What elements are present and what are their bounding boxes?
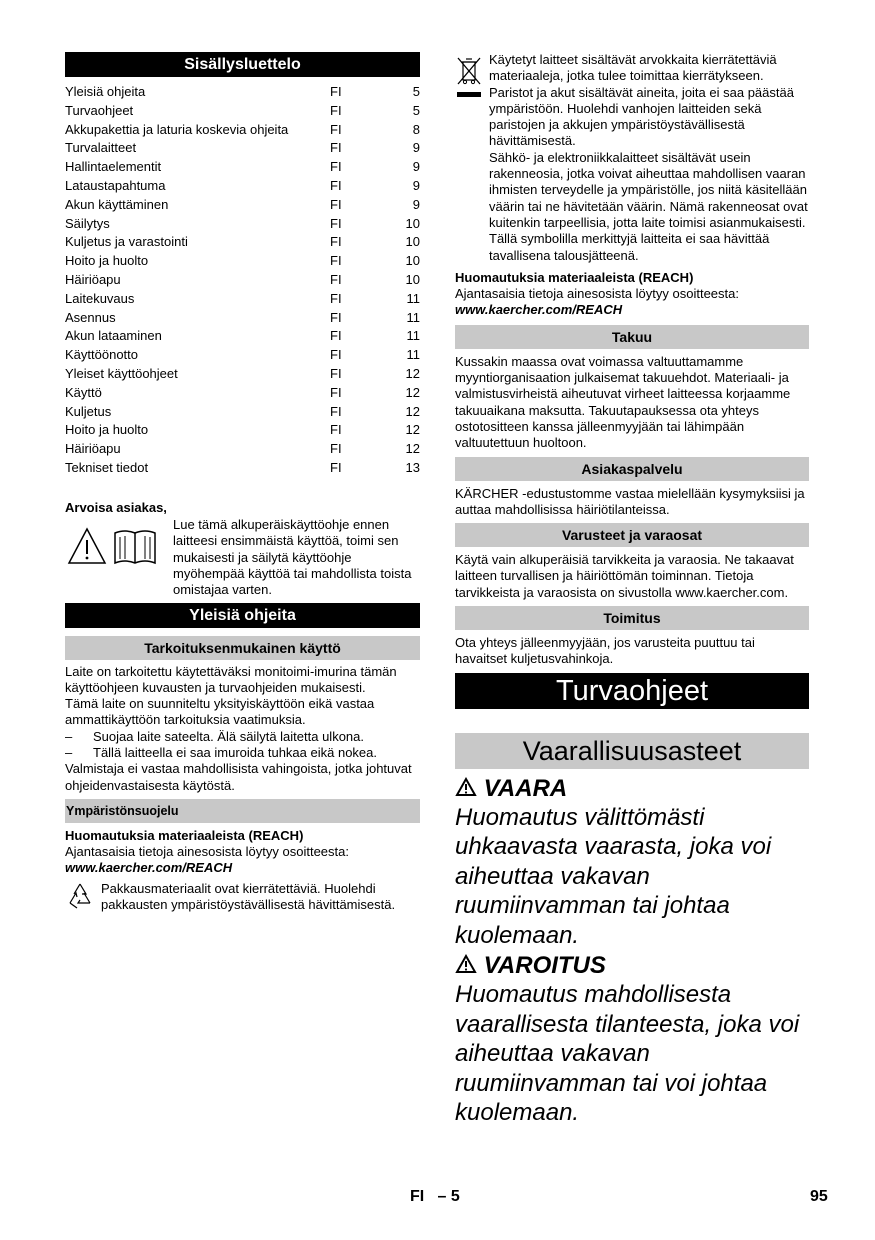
toc-title: Hoito ja huolto (65, 253, 149, 269)
toc-row[interactable] (65, 215, 420, 234)
warning-label-row (455, 952, 809, 980)
toc-lang: FI (330, 365, 342, 381)
toc-title: Asennus (65, 309, 116, 325)
toc-page: 5 (412, 102, 420, 118)
reach-heading: Huomautuksia materiaaleista (REACH) (455, 269, 694, 285)
toc-page: 12 (405, 403, 420, 419)
intended-use-p1: Laite on tarkoitettu käytettäväksi monitoimi-imurina tämän käyttöohjeen kuvausten ja turvaohjeiden mukaisesti. (65, 663, 397, 695)
hazard-levels-heading: Vaarallisuusasteet (455, 733, 809, 769)
customer-service-text: KÄRCHER -edustustomme vastaa mielellään kysymyksiisi ja auttaa mahdollisissa häiriötilanteissa. (455, 485, 805, 517)
danger-label: VAARA (483, 774, 568, 802)
customer-service-heading: Asiakaspalvelu (455, 457, 809, 481)
toc-lang: FI (330, 253, 342, 269)
intended-use-p3: Valmistaja ei vastaa mahdollisista vahingoista, jotka johtuvat ohjeidenvastaisesta käytöstä. (65, 761, 412, 793)
toc-page: 11 (406, 347, 420, 363)
delivery-text: Ota yhteys jälleenmyyjään, jos varusteita puuttuu tai havaitset kuljetusvahinkoja. (455, 635, 755, 667)
toc-page: 9 (412, 196, 420, 212)
toc-row[interactable] (65, 384, 420, 403)
toc-row[interactable] (65, 177, 420, 196)
crossed-bin-icon (455, 54, 483, 100)
toc-lang: FI (330, 441, 342, 457)
toc-title: Laitekuvaus (65, 290, 135, 306)
greeting: Arvoisa asiakas, (65, 499, 167, 515)
toc-page: 8 (412, 121, 420, 137)
reach-heading: Huomautuksia materiaaleista (REACH) (65, 827, 304, 843)
toc-page: 11 (406, 328, 420, 344)
toc-row[interactable] (65, 309, 420, 328)
toc-page: 12 (405, 384, 420, 400)
toc-row[interactable] (65, 233, 420, 252)
warning-triangle-icon (455, 777, 477, 797)
reach-text: Ajantasaisia tietoja ainesosista löytyy osoitteesta: (65, 844, 349, 860)
toc-page: 12 (405, 441, 420, 457)
toc-row[interactable] (65, 290, 420, 309)
intended-use-p2: Tämä laite on suunniteltu yksityiskäyttöön eikä vastaa ammattikäyttöön tarkoituksia vaatimuksia. (65, 696, 375, 728)
toc-title: Yleiset käyttöohjeet (65, 365, 178, 381)
toc-page: 10 (405, 215, 420, 231)
toc-row[interactable] (65, 102, 420, 121)
toc-lang: FI (330, 196, 342, 212)
toc-row[interactable] (65, 271, 420, 290)
recycling-icon (65, 881, 95, 911)
toc-row[interactable] (65, 365, 420, 384)
accessories-heading: Varusteet ja varaosat (455, 523, 809, 547)
toc-page: 9 (412, 159, 420, 175)
toc-row[interactable] (65, 252, 420, 271)
danger-label-row (455, 775, 809, 803)
toc-title: Kuljetus (65, 403, 112, 419)
toc-lang: FI (330, 121, 342, 137)
list-item: – Tällä laitteella ei saa imuroida tuhkaa eikä nokea. (65, 745, 378, 760)
toc-title: Säilytys (65, 215, 110, 231)
toc-title: Käyttö (65, 384, 102, 400)
list-item: – Suojaa laite sateelta. Älä säilytä laitetta ulkona. (65, 728, 365, 744)
manual-book-icon (115, 531, 155, 563)
toc-title: Tekniset tiedot (65, 459, 149, 475)
toc-row[interactable] (65, 158, 420, 177)
packaging-text: Pakkausmateriaalit ovat kierrätettäviä. Huolehdi pakkausten ympäristöystävällisestä hävittämisestä. (101, 880, 396, 913)
toc-page: 9 (412, 177, 420, 193)
warning-triangle-icon (65, 525, 165, 569)
warning-label: VAROITUS (483, 952, 606, 980)
toc-title: Akun lataaminen (65, 328, 162, 344)
intro-icons (65, 517, 173, 598)
toc-title: Hoito ja huolto (65, 422, 149, 438)
toc-lang: FI (330, 177, 342, 193)
toc-row[interactable] (65, 121, 420, 140)
toc-row[interactable] (65, 459, 420, 478)
toc-title: Akun käyttäminen (65, 196, 169, 212)
toc-row[interactable] (65, 440, 420, 459)
delivery-heading: Toimitus (455, 606, 809, 630)
toc-row[interactable] (65, 327, 420, 346)
intro-text: Lue tämä alkuperäiskäyttöohje ennen laitteesi ensimmäistä käyttöä, toimi sen mukaisesti ja säilytä käyttöohje myöhempää käyttöä tai mahdollista toista omistajaa varten. (173, 517, 412, 598)
toc-lang: FI (330, 159, 342, 175)
general-heading: Yleisiä ohjeita (65, 603, 420, 628)
toc-lang: FI (330, 84, 342, 99)
warning-text: Huomautus mahdollisesta vaarallisesta tilanteesta, joka voi aiheuttaa vakavan ruumiinvamman tai voi johtaa kuolemaan. (455, 981, 800, 1127)
toc-lang: FI (330, 309, 342, 325)
toc-lang: FI (330, 234, 342, 250)
toc-title: Käyttöönotto (65, 347, 138, 363)
toc-title: Turvalaitteet (65, 140, 137, 156)
toc-title: Akkupakettia ja laturia koskevia ohjeita (65, 121, 289, 137)
table-of-contents (65, 83, 420, 478)
warranty-text: Kussakin maassa ovat voimassa valtuuttamamme myyntiorganisaation julkaisemat takuuehdot. Materiaali- ja valmistusvirheistä aiheutuvat virheet laitteessa korjaamme takuuaikana maksutta. Takuutapauksessa ota yhteys ostotositteen kanssa jälleenmyyjään tai lähimpään valtuutettuun huoltoon. (455, 353, 791, 451)
toc-row[interactable] (65, 421, 420, 440)
toc-title: Häiriöapu (65, 271, 121, 287)
toc-title: Turvaohjeet (65, 102, 134, 118)
toc-title: Lataustapahtuma (65, 177, 166, 193)
toc-lang: FI (330, 384, 342, 400)
footer-page-number: 95 (810, 1188, 828, 1205)
toc-row[interactable] (65, 83, 420, 102)
toc-page: 5 (412, 84, 420, 99)
reach-link[interactable]: www.kaercher.com/REACH (455, 302, 623, 318)
reach-text: Ajantasaisia tietoja ainesosista löytyy osoitteesta: (455, 286, 739, 302)
toc-title: Yleisiä ohjeita (65, 84, 146, 99)
weee-p1: Käytetyt laitteet sisältävät arvokkaita kierrätettäviä materiaaleja, jotka tulee toimittaa kierrätykseen. Paristot ja akut sisältävät aineita, joita ei saa päästää ympäristöön. Huolehdi vanhojen laitteiden sekä paristojen ja akkujen ympäristöystävällisestä hävittämisestä. (489, 52, 794, 149)
warning-triangle-icon (455, 954, 477, 974)
accessories-text: Käytä vain alkuperäisiä tarvikkeita ja varaosia. Ne takaavat laitteen turvallisen ja häiriöttömän toiminnan. Tietoja tarvikkeista ja varaosista on sivustolla www.kaercher.com. (455, 552, 794, 600)
toc-page: 10 (405, 271, 420, 287)
left-column (65, 52, 420, 916)
weee-p2: Sähkö- ja elektroniikkalaitteet sisältävät usein rakenneosia, jotka voivat aiheuttaa mahdollisen vaaran ihmisten terveydelle ja ympäristölle, jos niitä käsitellään väärin tai ne hävitetään väärin. Nämä rakenneosat ovat kuitenkin tarpeellisia, jotta laite toimisi asianmukaisesti. Tällä symbolilla merkittyjä laitteita ei saa hävittää tavallisena talousjätteenä. (489, 149, 808, 263)
toc-page: 9 (412, 140, 420, 156)
intended-use-heading: Tarkoituksenmukainen käyttö (65, 636, 420, 660)
toc-page: 11 (406, 290, 420, 306)
toc-row[interactable] (65, 346, 420, 365)
toc-lang: FI (330, 328, 342, 344)
toc-row[interactable] (65, 196, 420, 215)
toc-page: 13 (405, 459, 420, 475)
environment-heading: Ympäristönsuojelu (65, 799, 420, 823)
toc-page: 11 (406, 309, 420, 325)
toc-row[interactable] (65, 403, 420, 422)
toc-lang: FI (330, 271, 342, 287)
toc-page: 12 (405, 365, 420, 381)
reach-link[interactable]: www.kaercher.com/REACH (65, 860, 233, 876)
toc-row[interactable] (65, 139, 420, 158)
right-column (455, 52, 809, 1128)
toc-lang: FI (330, 290, 342, 306)
safety-heading: Turvaohjeet (455, 673, 809, 709)
warranty-heading: Takuu (455, 325, 809, 349)
toc-heading: Sisällysluettelo (65, 52, 420, 77)
toc-title: Kuljetus ja varastointi (65, 234, 188, 250)
toc-title: Häiriöapu (65, 441, 121, 457)
toc-lang: FI (330, 102, 342, 118)
toc-lang: FI (330, 215, 342, 231)
danger-text: Huomautus välittömästi uhkaavasta vaarasta, joka voi aiheuttaa vakavan ruumiinvamman tai johtaa kuolemaan. (455, 803, 772, 949)
toc-lang: FI (330, 422, 342, 438)
toc-lang: FI (330, 347, 342, 363)
toc-title: Hallintaelementit (65, 159, 162, 175)
toc-lang: FI (330, 140, 342, 156)
toc-page: 12 (405, 422, 420, 438)
toc-page: 10 (405, 234, 420, 250)
toc-lang: FI (330, 403, 342, 419)
toc-lang: FI (330, 459, 342, 475)
toc-page: 10 (405, 253, 420, 269)
footer-language-page: FI – 5 (410, 1188, 460, 1205)
